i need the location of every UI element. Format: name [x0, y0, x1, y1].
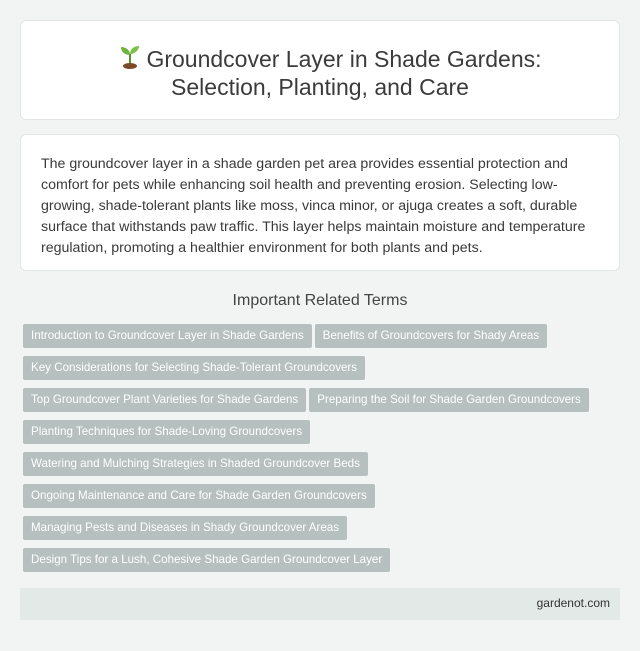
related-term-tag[interactable]: Key Considerations for Selecting Shade-Tolerant Groundcovers	[23, 356, 365, 380]
intro-paragraph: The groundcover layer in a shade garden pet area provides essential protection and comfort for pets while enhancing soil health and preventing erosion. Selecting low-growing, shade-tolerant plants like moss, vinca minor, or ajuga creates a soft, durable surface that withstands paw traffic. This layer helps maintain moisture and temperature regulation, promoting a healthier environment for both plants and pets.	[41, 156, 586, 256]
related-term-tag[interactable]: Planting Techniques for Shade-Loving Groundcovers	[23, 420, 310, 444]
related-term-tag[interactable]: Preparing the Soil for Shade Garden Groundcovers	[309, 388, 589, 412]
title-card	[20, 20, 620, 120]
page-title	[21, 45, 619, 101]
related-term-tag[interactable]: Managing Pests and Diseases in Shady Groundcover Areas	[23, 516, 347, 540]
footer-site-link[interactable]: gardenot.com	[536, 596, 610, 610]
related-term-tag[interactable]: Introduction to Groundcover Layer in Shade Gardens	[23, 324, 312, 348]
title-line-2: Selection, Planting, and Care	[171, 74, 469, 100]
related-term-tag[interactable]: Top Groundcover Plant Varieties for Shade Gardens	[23, 388, 306, 412]
related-term-tag[interactable]: Design Tips for a Lush, Cohesive Shade Garden Groundcover Layer	[23, 548, 390, 572]
footer	[20, 588, 620, 620]
related-terms-list	[23, 324, 623, 580]
intro-card	[20, 134, 620, 271]
related-terms-heading: Important Related Terms	[232, 292, 408, 309]
related-term-tag[interactable]: Watering and Mulching Strategies in Shaded Groundcover Beds	[23, 452, 368, 476]
title-line-1: Groundcover Layer in Shade Gardens:	[146, 46, 542, 72]
related-term-tag[interactable]: Benefits of Groundcovers for Shady Areas	[315, 324, 548, 348]
related-term-tag[interactable]: Ongoing Maintenance and Care for Shade Garden Groundcovers	[23, 484, 375, 508]
